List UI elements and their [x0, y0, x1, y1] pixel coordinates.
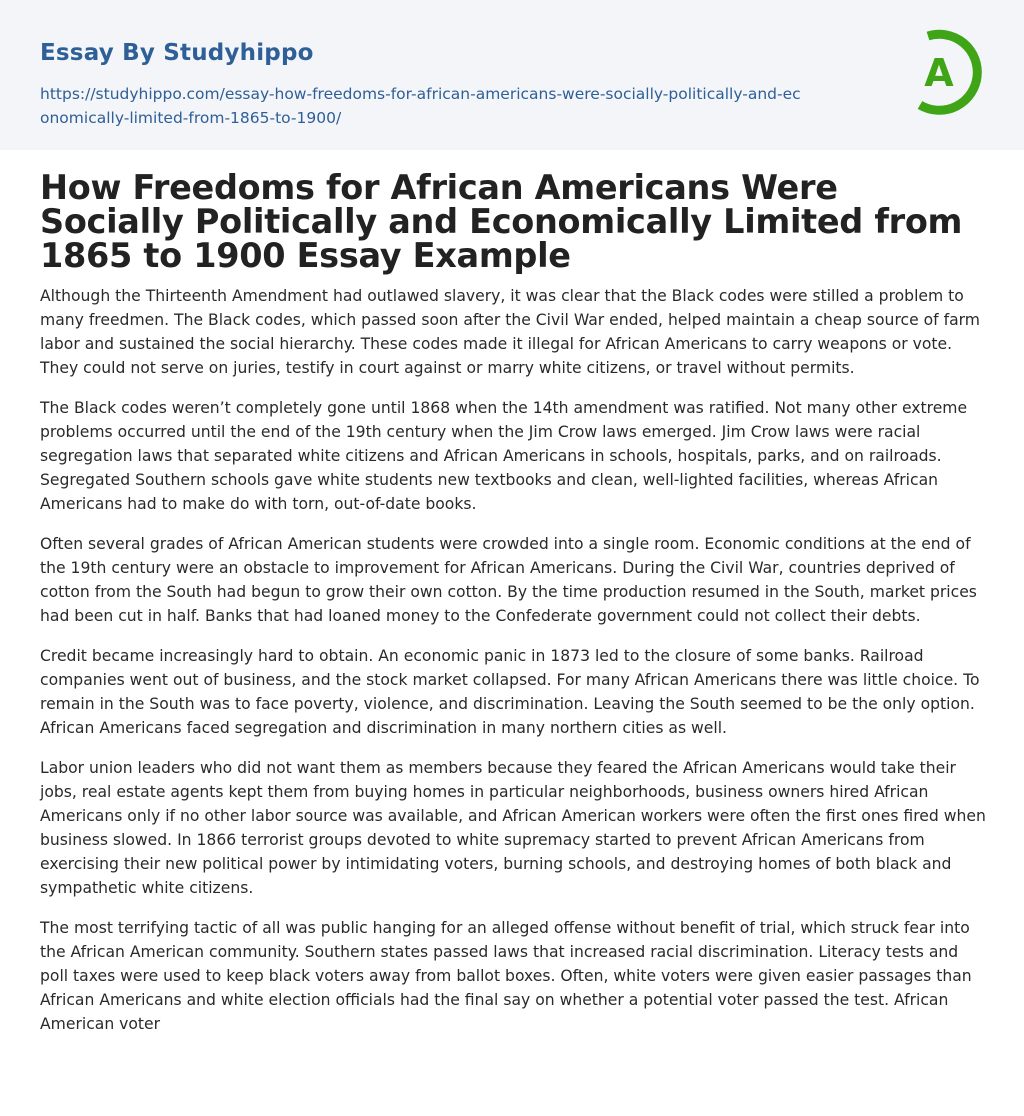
essay-paragraph: Labor union leaders who did not want them as members because they feared the African Americans would take their jobs, real estate agents kept them from buying homes in particular neighborhoods, business owners hired African Americans only if no other labor source was available, and African American workers were often the first ones fired when business slowed. In 1866 terrorist groups devoted to white supremacy started to prevent African Americans from exercising their new political power by intimidating voters, burning schools, and destroying homes of both black and sympathetic white citizens. [40, 759, 986, 897]
logo-letter: A [924, 51, 954, 95]
brand-title[interactable]: Essay By Studyhippo [40, 40, 314, 66]
essay-body [40, 284, 988, 1052]
essay-paragraph: Although the Thirteenth Amendment had outlawed slavery, it was clear that the Black codes were stilled a problem to many freedmen. The Black codes, which passed soon after the Civil War ended, helped maintain a cheap source of farm labor and sustained the social hierarchy. These codes made it illegal for African Americans to carry weapons or vote. They could not serve on juries, testify in court against or marry white citizens, or travel without permits. [40, 287, 980, 377]
essay-paragraph: Credit became increasingly hard to obtain. An economic panic in 1873 led to the closure of some banks. Railroad companies went out of business, and the stock market collapsed. For many African Americans there was little choice. To remain in the South was to face poverty, violence, and discrimination. Leaving the South seemed to be the only option. African Americans faced segregation and discrimination in many northern cities as well. [40, 647, 980, 737]
essay-paragraph: Often several grades of African American students were crowded into a single room. Economic conditions at the end of the 19th century were an obstacle to improvement for African Americans. During the Civil War, countries deprived of cotton from the South had begun to grow their own cotton. By the time production resumed in the South, market prices had been cut in half. Banks that had loaned money to the Confederate government could not collect their debts. [40, 535, 977, 625]
essay-title: How Freedoms for African Americans Were Socially Politically and Economically Limited from 1865 to 1900 Essay Example [40, 168, 963, 275]
studyhippo-logo-icon[interactable] [906, 28, 988, 116]
source-url-link[interactable]: https://studyhippo.com/essay-how-freedoms-for-african-americans-were-socially-politically-and-economically-limited-from-1865-to-1900/ [40, 85, 801, 127]
essay-paragraph: The most terrifying tactic of all was public hanging for an alleged offense without benefit of trial, which struck fear into the African American community. Southern states passed laws that increased racial discrimination. Literacy tests and poll taxes were used to keep black voters away from ballot boxes. Often, white voters were given easier passages than African Americans and white election officials had the final say on whether a potential voter passed the test. African American voter [40, 919, 972, 1033]
essay-paragraph: The Black codes weren’t completely gone until 1868 when the 14th amendment was ratified. Not many other extreme problems occurred until the end of the 19th century when the Jim Crow laws emerged. Jim Crow laws were racial segregation laws that separated white citizens and African Americans in schools, hospitals, parks, and on railroads. Segregated Southern schools gave white students new textbooks and clean, well-lighted facilities, whereas African Americans had to make do with torn, out-of-date books. [40, 399, 968, 513]
site-header [0, 0, 1024, 150]
